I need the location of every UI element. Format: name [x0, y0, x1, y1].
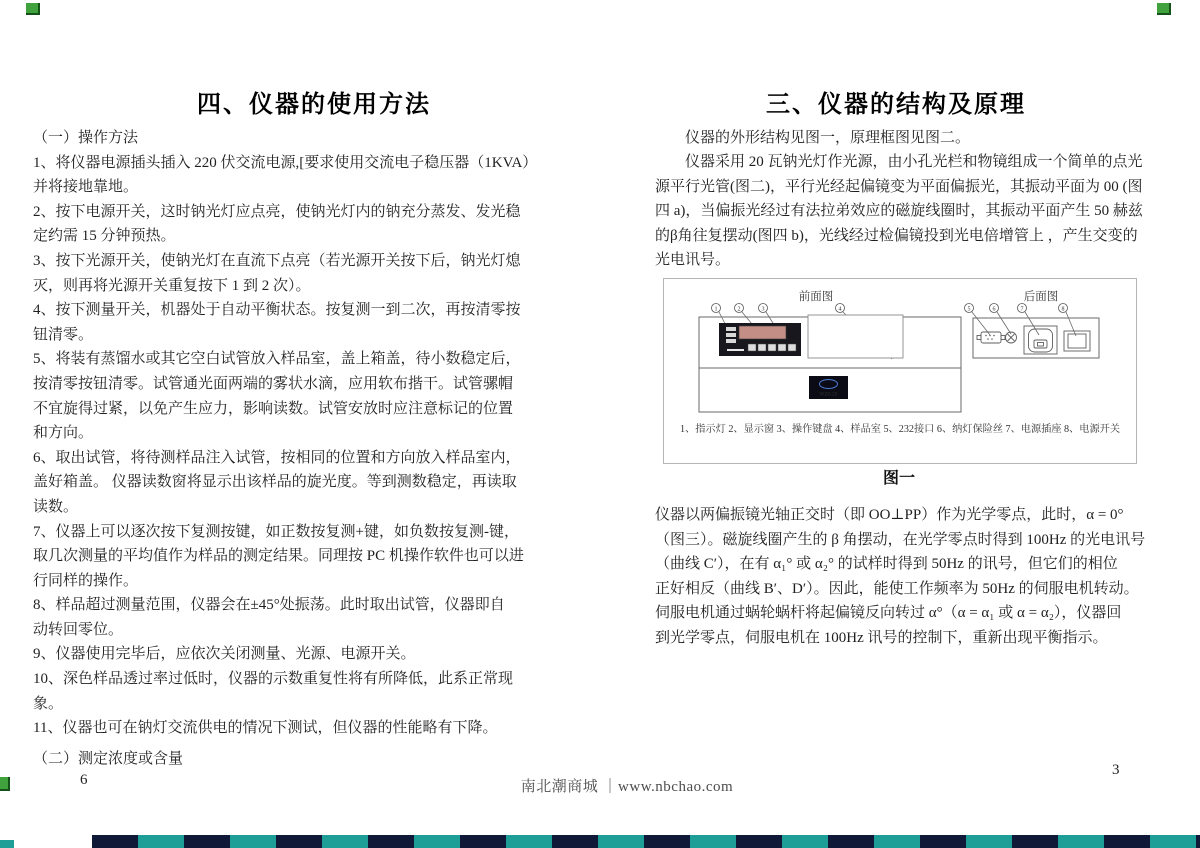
callout-4: 4 — [838, 306, 842, 313]
text-line: （曲线 C′），在有 α₁° 或 α₂° 的试样时得到 50Hz 的讯号，但它们的相位 — [655, 556, 1118, 573]
text-line: 灭，则再将光源开关重复按下 1 到 2 次）。 — [33, 277, 311, 294]
callout-5: 5 — [967, 306, 971, 313]
text-line: 四 a)，当偏振光经过有法拉弟效应的磁旋线圈时，其振动平面产生 50 赫兹 — [655, 203, 1143, 220]
display-window — [739, 326, 786, 339]
indicator-lights — [726, 327, 736, 343]
text-line: 动转回零位。 — [33, 621, 124, 638]
front-view-label: 前面图 — [798, 291, 834, 303]
serial-port-232 — [977, 332, 1005, 343]
text-line: 盖好箱盖。 仪器读数窗将显示出该样品的旋光度。等到测数稳定，再读取 — [33, 474, 517, 491]
rear-view-label: 后面图 — [1023, 291, 1059, 303]
text-line: 仪器以两偏振镜光轴正交时（即 OO⊥PP）作为光学零点，此时，α = 0° — [655, 507, 1124, 523]
text-line: 读数。 — [33, 498, 79, 515]
text-line: 1、将仪器电源插头插入 220 伏交流电源,[要求使用交流电子稳压器（1KVA） — [33, 154, 538, 171]
scan-corner-mark-top-left — [26, 3, 40, 15]
text-line: 钮清零。 — [33, 326, 94, 343]
text-line: 11、仪器也可在钠灯交流供电的情况下测试，但仪器的性能略有下降。 — [33, 720, 498, 737]
text-line: 仪器采用 20 瓦钠光灯作光源，由小孔光栏和物镜组成一个简单的点光 — [655, 154, 1143, 171]
right-page-intro-lines — [655, 126, 1143, 272]
right-page-number: 3 — [1112, 762, 1120, 778]
text-line: 和方向。 — [33, 425, 94, 442]
power-socket — [1024, 326, 1057, 354]
callout-6: 6 — [992, 306, 996, 313]
text-line: 光电讯号。 — [655, 252, 731, 269]
left-page-text-lines — [33, 126, 595, 771]
power-switch — [1064, 331, 1090, 351]
sample-chamber — [808, 315, 903, 358]
right-page-title: 三、仪器的结构及原理 — [766, 91, 1026, 118]
scan-edge-mark-left — [0, 777, 10, 791]
figure-1-label: 图一 — [882, 470, 915, 487]
text-line: 源平行光管(图二)，平行光经起偏镜变为平面偏振光，其振动平面为 00 (图 — [655, 178, 1143, 195]
text-line: 6、取出试管，将待测样品注入试管，按相同的位置和方向放入样品室内， — [33, 449, 521, 466]
figure-caption: 1、指示灯 2、显示窗 3、操作键盘 4、样品室 5、232接口 6、纳灯保险丝 7、电源插座 8、电源开关 — [680, 424, 1113, 435]
text-line: 正好相反（曲线 B′、D′）。因此，能使工作频率为 50Hz 的伺服电机转动。 — [655, 580, 1139, 597]
text-line: 10、深色样品透过率过低时，仪器的示数重复性将有所降低，此系正常现 — [33, 671, 514, 688]
scan-bottom-strip — [92, 835, 1200, 848]
footer-watermark: 南北潮商城 ｜www.nbchao.com — [520, 779, 734, 795]
text-line: （图三）。磁旋线圈产生的 β 角摆动，在光学零点时得到 100Hz 的光电讯号 — [655, 531, 1146, 548]
text-line: 不宜旋得过紧，以免产生应力，影响读数。试管安放时应注意标记的位置 — [33, 400, 514, 417]
text-line: 5、将装有蒸馏水或其它空白试管放入样品室，盖上箱盖，待小数稳定后， — [33, 351, 521, 368]
text-line: 定约需 15 分钟预热。 — [33, 228, 176, 245]
text-line: 4、按下测量开关，机器处于自动平衡状态。按复测一到二次，再按清零按 — [33, 302, 521, 319]
callout-3: 3 — [761, 306, 765, 313]
callout-markers — [712, 304, 1068, 313]
keypad-buttons — [748, 344, 796, 351]
panel-nameplate — [727, 349, 744, 351]
text-line: 仪器的外形结构见图一，原理框图见图二。 — [655, 130, 971, 146]
text-line: 行同样的操作。 — [33, 572, 139, 589]
callout-7: 7 — [1020, 306, 1024, 313]
badge-model-text: WZZ-2S — [819, 392, 838, 398]
text-line: 按清零按钮清零。试管通光面两端的雾状水滴，应用软布揩干。试管骡帽 — [33, 375, 514, 392]
text-line: 3、按下光源开关，使钠光灯在直流下点亮（若光源开关按下后，钠光灯熄 — [33, 252, 521, 269]
figure-1-box — [663, 278, 1137, 464]
text-line: 的β角往复摆动(图四 b)，光线经过检偏镜投到光电倍增管上 ，产生交变的 — [655, 227, 1138, 244]
text-line: 8、样品超过测量范围，仪器会在±45°处振荡。此时取出试管，仪器即自 — [33, 597, 505, 614]
callout-8: 8 — [1061, 306, 1065, 313]
text-line: 象。 — [33, 695, 64, 712]
text-line: （二）测定浓度或含量 — [33, 750, 184, 767]
text-line: 取几次测量的平均值作为样品的测定结果。同理按 PC 机操作软件也可以进 — [33, 548, 524, 565]
scan-bottom-left-chunk — [0, 840, 14, 848]
scan-corner-mark-top-right — [1157, 3, 1171, 15]
left-page-number: 6 — [80, 772, 88, 788]
right-page-body-lines — [655, 503, 1147, 651]
callout-1: 1 — [714, 306, 718, 313]
text-line: 并将接地靠地。 — [33, 179, 139, 196]
text-line: 2、按下电源开关，这时钠光灯应点亮，使钠光灯内的钠充分蒸发、发光稳 — [33, 203, 521, 220]
text-line: 9、仪器使用完毕后，应依次关闭测量、光源、电源开关。 — [33, 646, 416, 663]
callout-2: 2 — [737, 306, 741, 313]
text-line: 伺服电机通过蜗轮蜗杆将起偏镜反向转过 α°（α = α₁ 或 α = α₂），仪器回 — [655, 605, 1122, 622]
text-line: 到光学零点，伺服电机在 100Hz 讯号的控制下，重新出现平衡指示。 — [655, 629, 1108, 646]
left-page-title: 四、仪器的使用方法 — [197, 91, 431, 118]
text-line: （一）操作方法 — [33, 130, 139, 146]
brand-badge — [809, 376, 848, 399]
text-line: 7、仪器上可以逐次按下复测按键，如正数按复测+键，如负数按复测-键， — [33, 523, 519, 540]
instrument-diagram — [664, 279, 1136, 463]
